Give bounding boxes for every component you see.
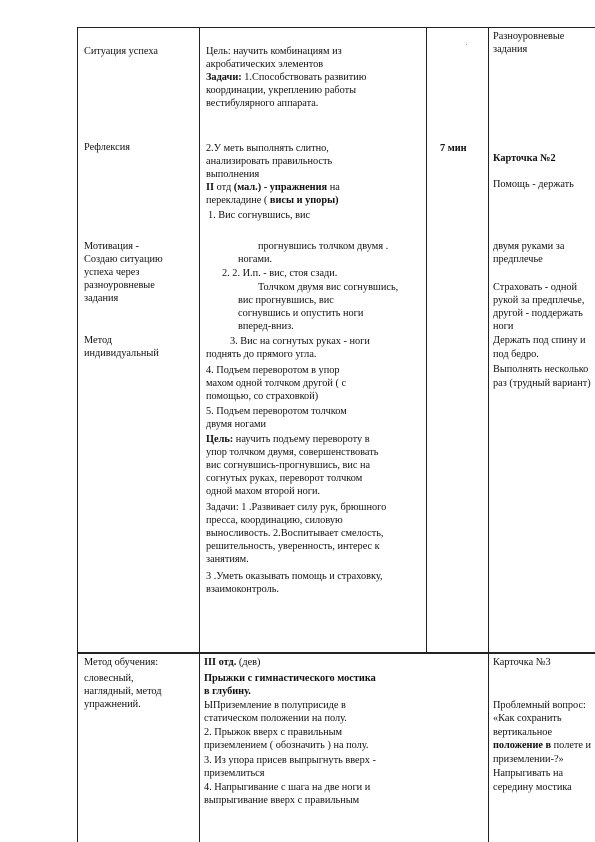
exercise-2-cont: вперед-вниз. xyxy=(238,321,294,332)
problem-line: Напрыгивать на xyxy=(493,768,564,779)
exercise-2: 2. 2. И.п. - вис, стоя сзади. xyxy=(222,268,338,279)
section3-line: статическом положении на полу. xyxy=(204,713,347,724)
col4-line: под бедро. xyxy=(493,349,539,360)
section-heading-cont xyxy=(206,194,339,207)
section-part: на xyxy=(327,182,340,193)
method-training-line: Метод обучения: xyxy=(84,657,159,668)
col4-line: раз (трудный вариант) xyxy=(493,378,591,389)
goal2-line: согнутых руках, переворот толчком xyxy=(206,473,363,484)
col4-line: Держать под спину и xyxy=(493,335,586,346)
exercise-3: 3. Вис на согнутых руках - ноги xyxy=(230,336,370,347)
help-text: Помощь - держать xyxy=(493,179,574,190)
tasks2-line: Задачи: 1 .Развивает силу рук, брюшного xyxy=(206,502,387,513)
col4-header-line: Разноуровневые xyxy=(493,31,565,42)
col4-line: другой - поддержать xyxy=(493,308,583,319)
problem-line xyxy=(493,739,591,752)
section3-line: приземлением ( обозначить ) на полу. xyxy=(204,740,369,751)
exercise-1-cont: ногами. xyxy=(238,254,273,265)
item2-line: выполнения xyxy=(206,169,260,180)
method-line: Метод xyxy=(84,335,113,346)
goal2-line: вис согнувшись-прогнувшись, вис на xyxy=(206,460,371,471)
section3-group: (дев) xyxy=(236,657,261,668)
section-num: II xyxy=(206,182,215,193)
col4-line: ноги xyxy=(493,321,514,332)
card-2-title xyxy=(493,152,556,165)
goal2-line: упор толчком двумя, совершенствовать xyxy=(206,447,379,458)
col4-line: Выполнять несколько xyxy=(493,364,589,375)
motivation-line: задания xyxy=(84,293,119,304)
tasks2-line: занятиям. xyxy=(206,554,249,565)
section3-line: приземлиться xyxy=(204,768,265,779)
goal2-text: научить подъему перевороту в xyxy=(233,434,370,445)
exercise-3-cont: поднять до прямого угла. xyxy=(206,349,317,360)
col-line-4 xyxy=(488,27,489,842)
problem-line: приземлении-?» xyxy=(493,754,564,765)
col4-line: Страховать - одной xyxy=(493,282,578,293)
exercise-4: махом одной толчком другой ( с xyxy=(206,378,347,389)
problem-line: вертикальное xyxy=(493,727,553,738)
exercise-2-cont: Толчком двумя вис согнувшись, xyxy=(258,282,399,293)
goal2-line: одной махом второй ноги. xyxy=(206,486,321,497)
reflexia-label: Рефлексия xyxy=(84,142,130,153)
problem-line: середину мостика xyxy=(493,782,572,793)
exercise-2-cont: вис прогнувшись, вис xyxy=(238,295,334,306)
goal2-line xyxy=(206,433,370,446)
section-bold: висы и упоры) xyxy=(269,195,339,206)
col-line-3 xyxy=(426,27,427,652)
motivation-line: Создаю ситуацию xyxy=(84,254,163,265)
item2-line: 2.У меть выполнять слитно, xyxy=(206,143,329,154)
time-text: 7 мин xyxy=(440,143,467,154)
motivation-line: успеха через xyxy=(84,267,140,278)
section3-line: ЫПриземление в полуприсиде в xyxy=(204,700,346,711)
col-line-2 xyxy=(199,27,200,842)
goal-line: Цель: научить комбинациям из xyxy=(206,46,342,57)
exercise-1: 1. Вис согнувшись, вис xyxy=(208,210,311,221)
section-heading xyxy=(206,181,340,194)
method-training-line: упражнений. xyxy=(84,699,141,710)
problem-line: Проблемный вопрос: xyxy=(493,700,586,711)
tasks2-line: пресса, координацию, силовую xyxy=(206,515,343,526)
table-top-border xyxy=(77,27,595,28)
col4-line: рукой за предплечье, xyxy=(493,295,585,306)
goal-line: акробатических элементов xyxy=(206,59,324,70)
row-divider xyxy=(77,652,595,654)
section3-line: 2. Прыжок вверх с правильным xyxy=(204,727,343,738)
tasks-line xyxy=(206,71,366,84)
exercise-5: 5. Подъем переворотом толчком xyxy=(206,406,347,417)
problem-bold: положение в xyxy=(493,740,552,751)
section-part: отд xyxy=(214,182,234,193)
tasks2-line: выносливость. 2.Воспитывает смелость, xyxy=(206,528,384,539)
problem-rest: полете и xyxy=(551,740,592,751)
section-part: перекладине ( xyxy=(206,195,270,206)
section3-title xyxy=(204,685,251,698)
section3-title xyxy=(204,672,376,685)
motivation-line: разноуровневые xyxy=(84,280,155,291)
goal2-label: Цель: xyxy=(206,434,234,445)
method-training-line: словесный, xyxy=(84,673,134,684)
card-3-title: Карточка №3 xyxy=(493,657,551,668)
section3-title-text: в глубину. xyxy=(204,686,251,697)
exercise-1-cont: прогнувшись толчком двумя . xyxy=(258,241,389,252)
exercise-5: двумя ногами xyxy=(206,419,267,430)
section3-heading xyxy=(204,656,260,669)
tasks-line: вестибулярного аппарата. xyxy=(206,98,319,109)
tasks-line: координации, укреплению работы xyxy=(206,85,357,96)
section-bold: (мал.) - упражнения xyxy=(233,182,328,193)
time-value xyxy=(440,142,467,155)
col4-header-line: задания xyxy=(493,44,528,55)
col4-line: предплечье xyxy=(493,254,543,265)
tasks-label: Задачи: xyxy=(206,72,242,83)
exercise-4: 4. Подъем переворотом в упор xyxy=(206,365,340,376)
motivation-line: Мотивация - xyxy=(84,241,139,252)
section3-line: 3. Из упора присев выпрыгнуть вверх - xyxy=(204,755,376,766)
situation-label: Ситуация успеха xyxy=(84,46,158,57)
column-mark: . xyxy=(466,41,468,47)
tasks-text: 1.Способствовать развитию xyxy=(241,72,367,83)
problem-line: «Как сохранить xyxy=(493,713,562,724)
tasks2-line: решительность, уверенность, интерес к xyxy=(206,541,380,552)
section3-title-text: Прыжки с гимнастического мостика xyxy=(204,673,376,684)
exercise-4: помощью, со страховкой) xyxy=(206,391,319,402)
col-line-1 xyxy=(77,27,78,842)
col4-line: двумя руками за xyxy=(493,241,565,252)
method-line: индивидуальный xyxy=(84,348,159,359)
section3-line: выпрыгивание вверх с правильным xyxy=(204,795,360,806)
item2-line: анализировать правильность xyxy=(206,156,333,167)
tasks2-line: 3 .Уметь оказывать помощь и страховку, xyxy=(206,571,383,582)
section3-line: 4. Напрыгивание с шага на две ноги и xyxy=(204,782,371,793)
card-2-text: Карточка №2 xyxy=(493,153,556,164)
exercise-2-cont: согнувшись и опустить ноги xyxy=(238,308,364,319)
tasks2-line: взаимоконтроль. xyxy=(206,584,280,595)
section3-num: III отд. xyxy=(204,657,237,668)
method-training-line: наглядный, метод xyxy=(84,686,162,697)
